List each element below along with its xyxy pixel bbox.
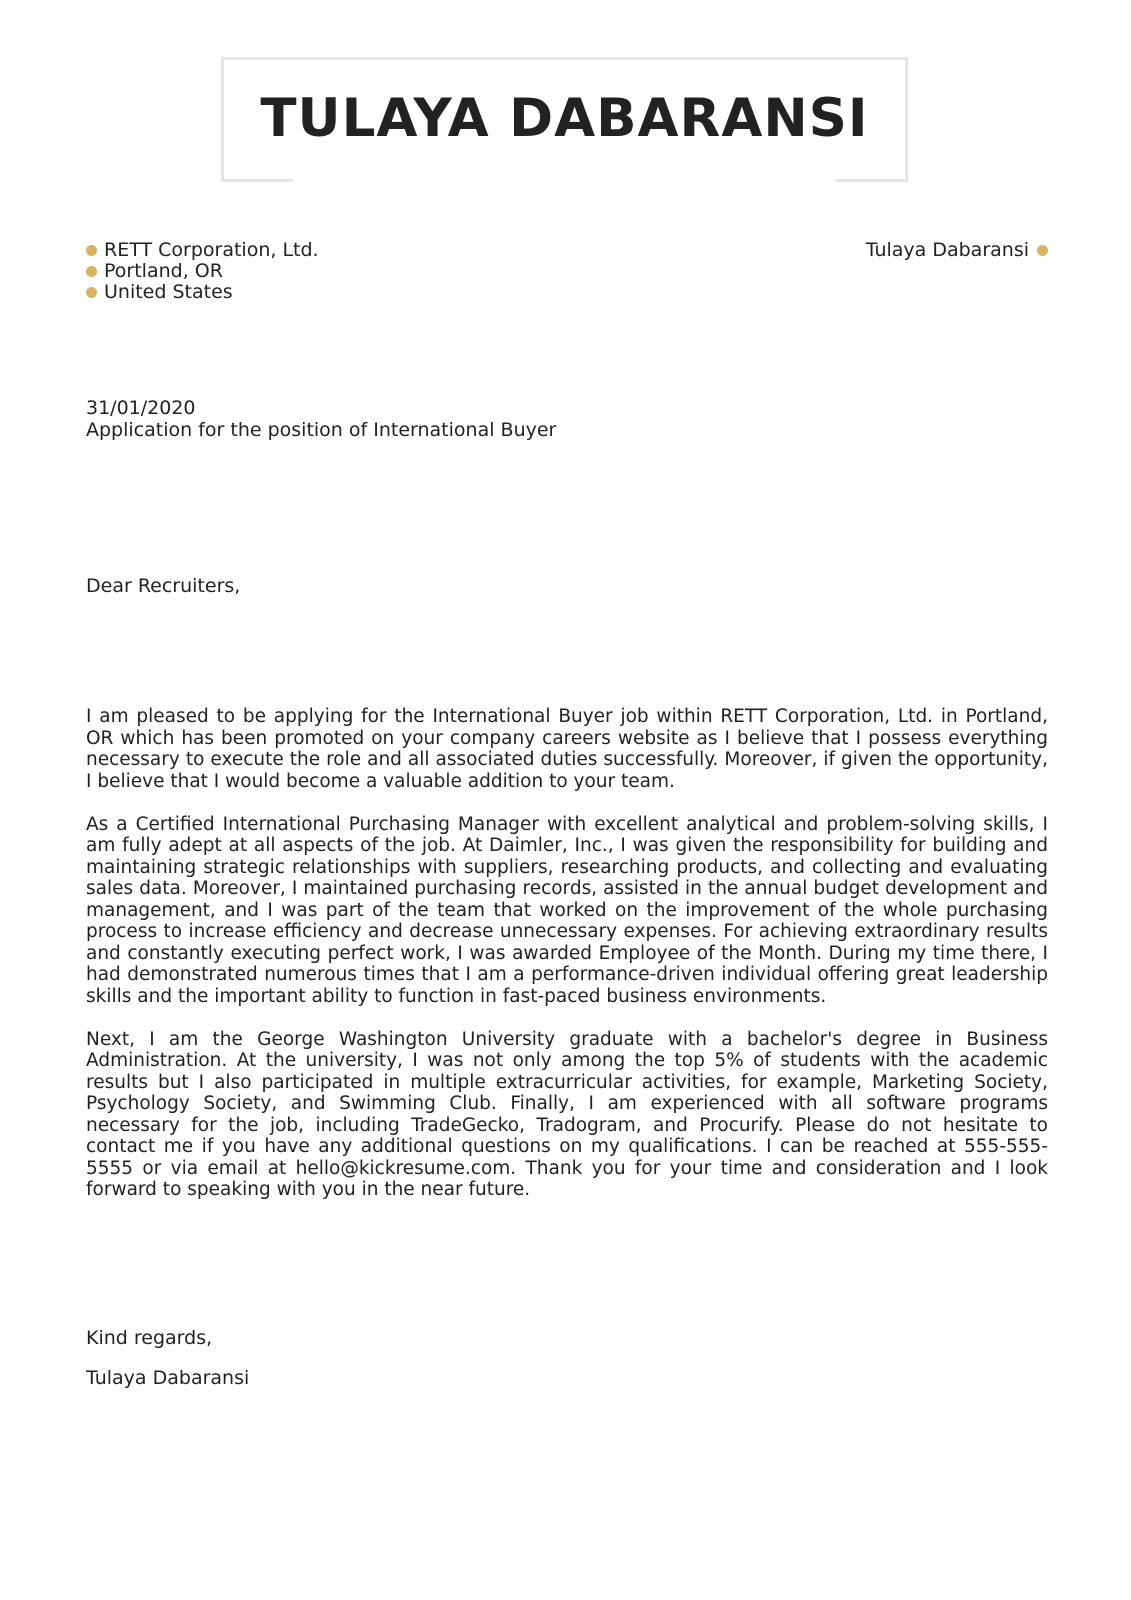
bullet-dot-icon (1037, 245, 1048, 256)
letter-subject: Application for the position of International Buyer (86, 419, 557, 441)
bullet-dot-icon (86, 266, 97, 277)
body-paragraph: Next, I am the George Washington University graduate with a bachelor's degree in Business Administration. At the university, I was not only among the top 5% of students with the academic results but I also participated in multiple extracurricular activities, for example, Marketing Society, Psychology Society, and Swimming Club. Finally, I am experienced with all software programs necessary for the job, including TradeGecko, Tradogram, and Procurify. Please do not hesitate to contact me if you have any additional questions on my qualifications. I can be reached at 555-555-5555 or via email at hello@kickresume.com. Thank you for your time and consideration and I look forward to speaking with you in the near future. (86, 1028, 1048, 1200)
frame-corner-right (836, 179, 908, 182)
sender-info (866, 240, 1048, 261)
frame-corner-left (221, 179, 293, 182)
sender-name: Tulaya Dabaransi (865, 239, 1029, 261)
body-paragraph: As a Certified International Purchasing Manager with excellent analytical and problem-solving skills, I am fully adept at all aspects of the job. At Daimler, Inc., I was given the responsibility for building and maintaining strategic relationships with suppliers, researching products, and collecting and evaluating sales data. Moreover, I maintained purchasing records, assisted in the annual budget development and management, and I was part of the team that worked on the improvement of the whole purchasing process to increase efficiency and decrease unnecessary expenses. For achieving extraordinary results and constantly executing perfect work, I was awarded Employee of the Month. During my time there, I had demonstrated numerous times that I am a performance-driven individual offering great leadership skills and the important ability to function in fast-paced business environments. (86, 813, 1048, 1007)
bullet-dot-icon (86, 287, 97, 298)
recipient-company: RETT Corporation, Ltd. (104, 239, 319, 261)
recipient-country: United States (104, 281, 233, 303)
recipient-city: Portland, OR (104, 260, 223, 282)
recipient-address (86, 240, 319, 303)
bullet-dot-icon (86, 245, 97, 256)
letter-meta (86, 397, 556, 441)
letter-greeting: Dear Recruiters, (86, 575, 241, 597)
letter-body (86, 706, 1048, 1222)
recipient-line (86, 261, 319, 282)
page-title: TULAYA DABARANSI (260, 88, 869, 149)
letter-signature: Tulaya Dabaransi (86, 1367, 250, 1389)
letter-date: 31/01/2020 (86, 397, 196, 419)
recipient-line (86, 282, 319, 303)
body-paragraph: I am pleased to be applying for the International Buyer job within RETT Corporation, Ltd. in Portland, OR which has been promoted on your company careers website as I believe that I possess everything necessary to execute the role and all associated duties successfully. Moreover, if given the opportunity, I believe that I would become a valuable addition to your team. (86, 706, 1048, 792)
letter-closing: Kind regards, (86, 1327, 213, 1349)
recipient-line (86, 240, 319, 261)
